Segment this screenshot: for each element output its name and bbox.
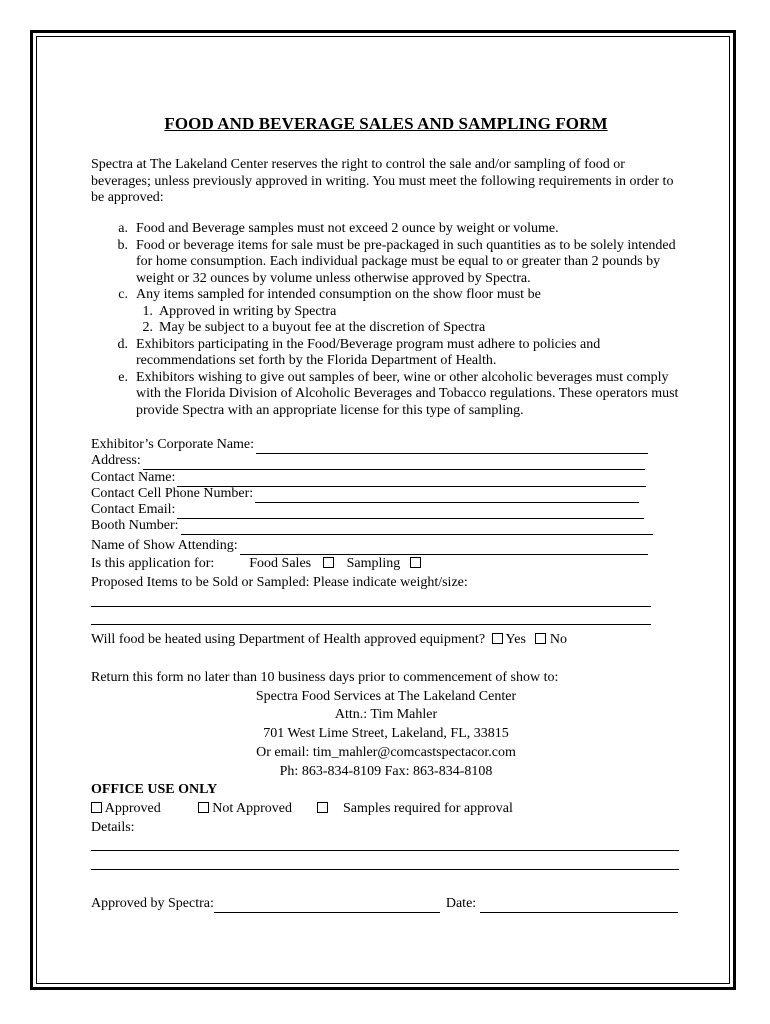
requirement-d: d. Exhibitors participating in the Food/Beverage program must adhere to policies and recommendations set forth by the Florida Department of Health. xyxy=(117,336,601,368)
food-sales-label: Food Sales xyxy=(249,556,312,571)
heated-yes-checkbox[interactable] xyxy=(492,633,503,644)
approved-by-line[interactable] xyxy=(214,900,440,913)
proposed-items-line-1[interactable] xyxy=(91,606,651,607)
address-line[interactable] xyxy=(143,457,645,470)
heated-question-row xyxy=(91,632,567,649)
not-approved-checkbox[interactable] xyxy=(198,802,209,813)
booth-number-field[interactable]: Booth Number: xyxy=(91,518,653,535)
cell-phone-line[interactable] xyxy=(255,490,639,503)
cell-phone-field[interactable]: Contact Cell Phone Number: xyxy=(91,486,639,503)
address-line-company: Spectra Food Services at The Lakeland Center xyxy=(255,689,517,704)
address-line-attn: Attn.: Tim Mahler xyxy=(334,707,438,722)
heated-no-checkbox[interactable] xyxy=(535,633,546,644)
form-title: FOOD AND BEVERAGE SALES AND SAMPLING FORM xyxy=(164,114,608,133)
corporate-name-field[interactable]: Exhibitor’s Corporate Name: xyxy=(91,437,648,454)
address-field[interactable]: Address: xyxy=(91,453,645,470)
address-line-email: Or email: tim_mahler@comcastspectacor.com xyxy=(256,745,516,760)
requirement-e: e. Exhibitors wishing to give out samples of beer, wine or other alcoholic beverages must comply with the Florida Division of Alcoholic Beverages and Tobacco regulations. These operators must provide Spectra with an appropriate license for this type of sampling. xyxy=(118,369,679,418)
sub-requirement-1: 1. Approved in writing by Spectra xyxy=(142,303,337,319)
sampling-label: Sampling xyxy=(346,556,401,571)
return-instructions: Return this form no later than 10 business days prior to commencement of show to: xyxy=(91,670,559,685)
sampling-checkbox[interactable] xyxy=(410,557,421,568)
heated-no-label: No xyxy=(549,632,568,647)
date-label: Date: xyxy=(445,896,477,911)
date-line[interactable] xyxy=(480,900,678,913)
requirements-list xyxy=(91,221,681,419)
corporate-name-line[interactable] xyxy=(256,441,648,454)
contact-name-field[interactable]: Contact Name: xyxy=(91,470,646,487)
heated-question: Will food be heated using Department of Health approved equipment? xyxy=(91,632,486,647)
address-line-street: 701 West Lime Street, Lakeland, FL, 33815 xyxy=(263,726,509,741)
office-use-heading: OFFICE USE ONLY xyxy=(91,782,218,797)
contact-email-line[interactable] xyxy=(177,506,644,519)
proposed-items-line-2[interactable] xyxy=(91,624,651,625)
not-approved-label: Not Approved xyxy=(212,801,292,816)
approved-by-label: Approved by Spectra: xyxy=(91,896,214,911)
heated-yes-label: Yes xyxy=(505,632,526,647)
booth-number-line[interactable] xyxy=(181,522,653,535)
requirement-c: c. Any items sampled for intended consumption on the show floor must be xyxy=(118,287,541,302)
requirement-b: b. Food or beverage items for sale must be pre-packaged in such quantities as to be solely intended for home consumption. Each individual package must be equal to or greater than 2 pounds by weight or 32 ounces by volume unless otherwise approved by Spectra. xyxy=(117,237,676,286)
samples-required-checkbox[interactable] xyxy=(317,802,328,813)
application-question: Is this application for: xyxy=(91,556,215,571)
samples-required-label: Samples required for approval xyxy=(342,801,513,816)
show-name-field[interactable]: Name of Show Attending: xyxy=(91,538,648,555)
details-line-1[interactable] xyxy=(91,850,679,851)
intro-paragraph: Spectra at The Lakeland Center reserves the right to control the sale and/or sampling of food or beverages; unless previously approved in writing. You must meet the following requirements in order to be approved: xyxy=(91,157,674,205)
approved-checkbox[interactable] xyxy=(91,802,102,813)
approved-label: Approved xyxy=(104,801,161,816)
sub-requirement-2: 2. May be subject to a buyout fee at the discretion of Spectra xyxy=(142,320,486,335)
details-line-2[interactable] xyxy=(91,869,679,870)
proposed-items-label: Proposed Items to be Sold or Sampled: Please indicate weight/size: xyxy=(91,575,468,590)
requirement-a: a. Food and Beverage samples must not exceed 2 ounce by weight or volume. xyxy=(118,221,559,236)
address-line-phone: Ph: 863-834-8109 Fax: 863-834-8108 xyxy=(279,764,493,779)
food-sales-checkbox[interactable] xyxy=(323,557,334,568)
details-label: Details: xyxy=(91,820,135,835)
contact-email-field[interactable]: Contact Email: xyxy=(91,502,644,519)
application-type-row xyxy=(91,556,421,573)
show-name-line[interactable] xyxy=(240,542,648,555)
contact-name-line[interactable] xyxy=(177,474,646,487)
office-approval-row xyxy=(91,801,513,818)
approved-by-row xyxy=(91,896,678,913)
